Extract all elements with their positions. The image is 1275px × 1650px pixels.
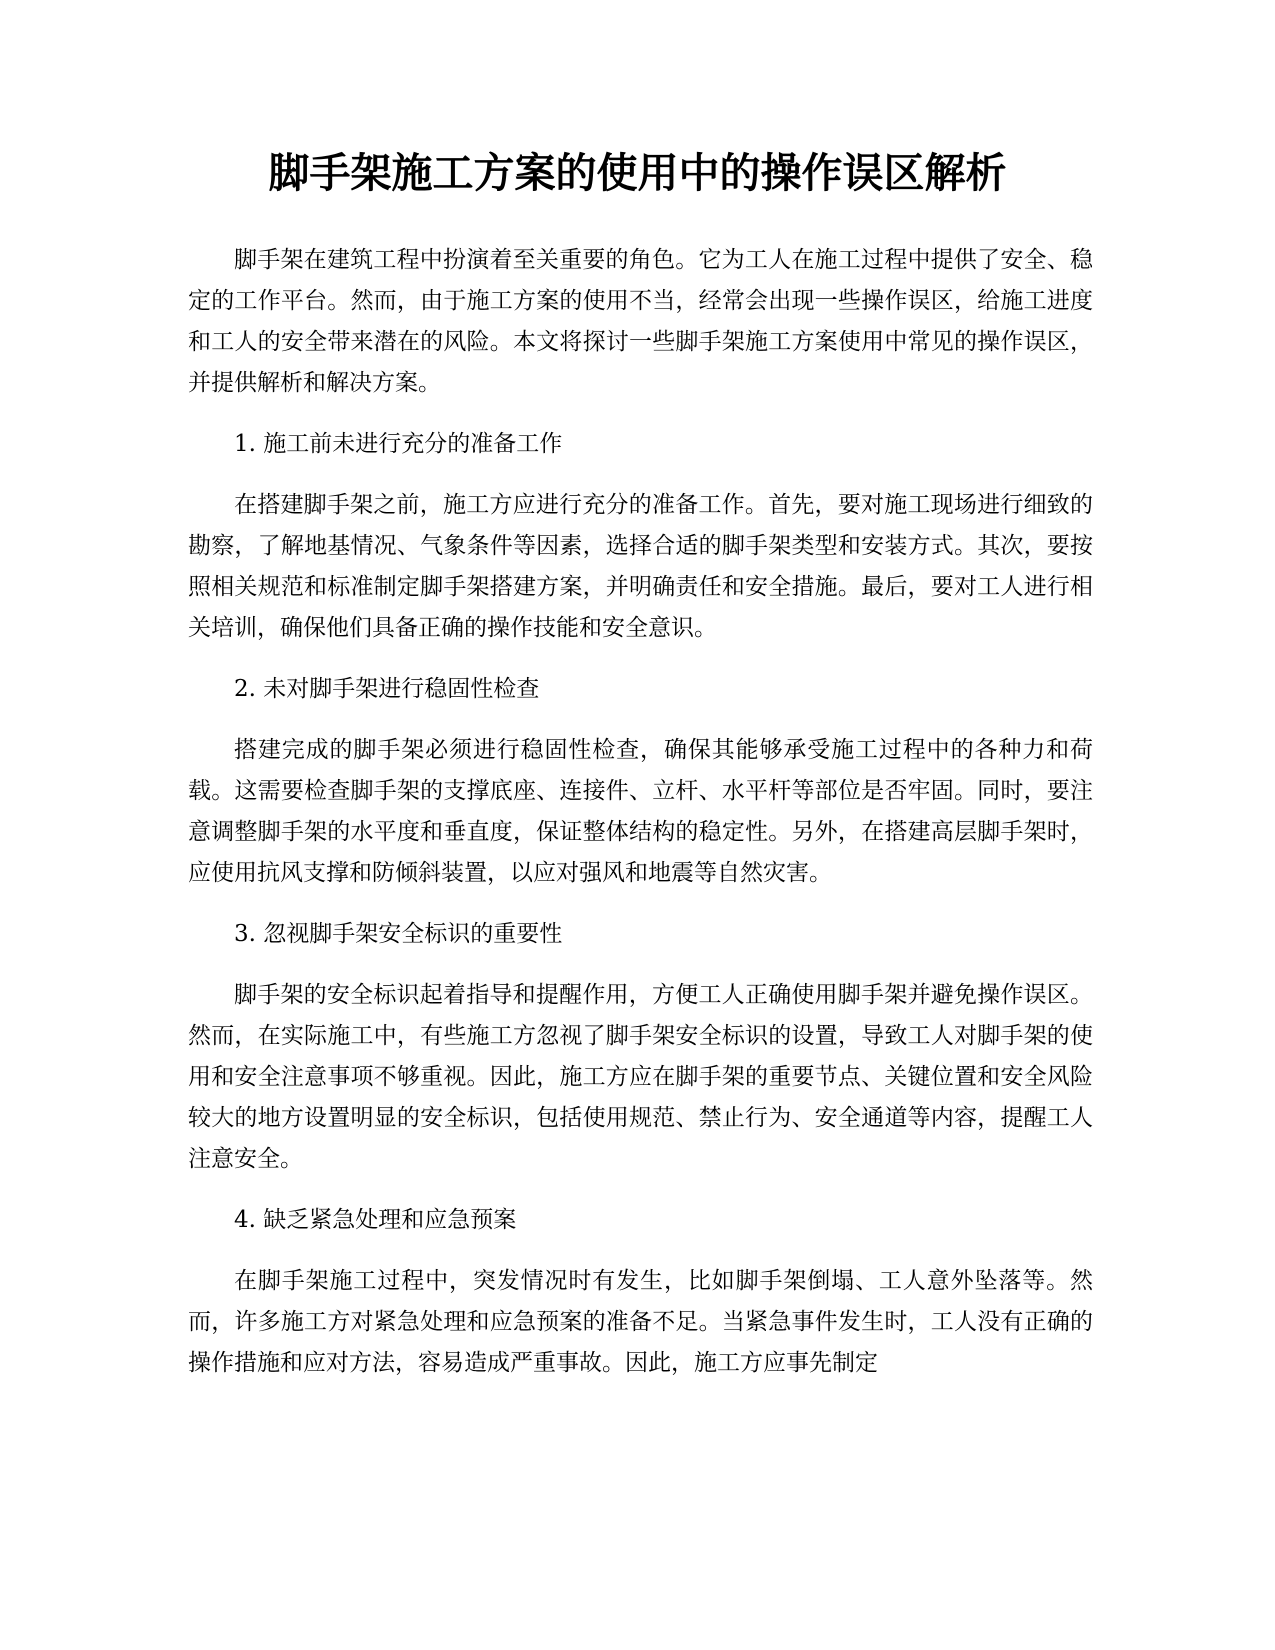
section-heading-2: 2. 未对脚手架进行稳固性检查	[234, 676, 540, 702]
intro-paragraph: 脚手架在建筑工程中扮演着至关重要的角色。它为工人在施工过程中提供了安全、稳定的工作平台。然而，由于施工方案的使用不当，经常会出现一些操作误区，给施工进度和工人的安全带来潜在的风险。本文将探讨一些脚手架施工方案使用中常见的操作误区，并提供解析和解决方案。	[188, 247, 1093, 396]
section-heading-1: 1. 施工前未进行充分的准备工作	[234, 431, 563, 457]
section-body-3: 脚手架的安全标识起着指导和提醒作用，方便工人正确使用脚手架并避免操作误区。然而，在实际施工中，有些施工方忽视了脚手架安全标识的设置，导致工人对脚手架的使用和安全注意事项不够重视。因此，施工方应在脚手架的重要节点、关键位置和安全风险较大的地方设置明显的安全标识，包括使用规范、禁止行为、安全通道等内容，提醒工人注意安全。	[188, 982, 1093, 1172]
section-body-1: 在搭建脚手架之前，施工方应进行充分的准备工作。首先，要对施工现场进行细致的勘察，了解地基情况、气象条件等因素，选择合适的脚手架类型和安装方式。其次，要按照相关规范和标准制定脚手架搭建方案，并明确责任和安全措施。最后，要对工人进行相关培训，确保他们具备正确的操作技能和安全意识。	[188, 492, 1093, 641]
section-body-2: 搭建完成的脚手架必须进行稳固性检查，确保其能够承受施工过程中的各种力和荷载。这需要检查脚手架的支撑底座、连接件、立杆、水平杆等部位是否牢固。同时，要注意调整脚手架的水平度和垂直度，保证整体结构的稳定性。另外，在搭建高层脚手架时，应使用抗风支撑和防倾斜装置，以应对强风和地震等自然灾害。	[188, 737, 1093, 886]
section-body-4: 在脚手架施工过程中，突发情况时有发生，比如脚手架倒塌、工人意外坠落等。然而，许多施工方对紧急处理和应急预案的准备不足。当紧急事件发生时，工人没有正确的操作措施和应对方法，容易造成严重事故。因此，施工方应事先制定	[188, 1268, 1093, 1376]
section-heading-4: 4. 缺乏紧急处理和应急预案	[234, 1207, 517, 1233]
document-title: 脚手架施工方案的使用中的操作误区解析	[268, 149, 1007, 197]
document-body	[188, 240, 1093, 1404]
section-heading-3: 3. 忽视脚手架安全标识的重要性	[234, 921, 563, 947]
